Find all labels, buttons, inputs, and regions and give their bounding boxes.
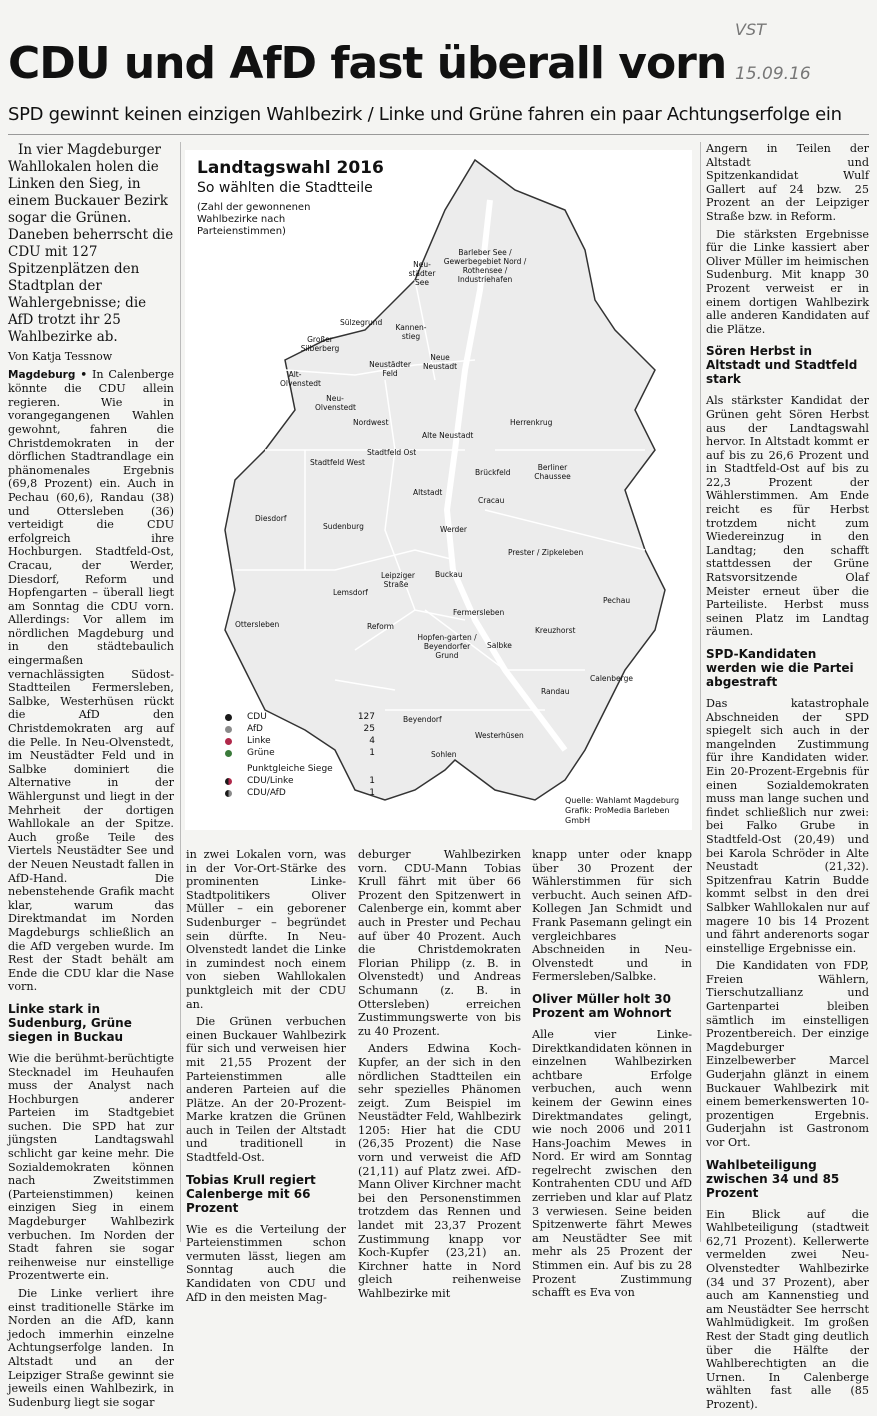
district-label-brueckfeld: Brückfeld — [475, 468, 511, 477]
district-label-kreuzhorst: Kreuzhorst — [535, 626, 576, 635]
headline: CDU und AfD fast überall vorn — [8, 38, 727, 89]
map-legend — [225, 712, 375, 800]
election-map — [185, 150, 692, 830]
col3-paragraph-2: Anders Edwina Koch-Kupfer, an der sich in den nördlichen Stadtteilen ein sehr spezielles Phänomen zeigt. Zum Beispiel im Neustädter Feld, Wahlbezirk 1205: Hier hat die CDU (26,35 Prozent) die Nase vorn und verweist die AfD (21,11) auf Platz zwei. AfD-Mann Oliver Kirchner macht bei den Personenstimmen trotzdem das Rennen und landet mit 23,37 Prozent Zustimmung knapp vor Koch-Kupfer (23,21) an. Kirchner hatte in Nord gleich reihenweise Wahlbezirke mit — [358, 1042, 521, 1300]
column-1 — [8, 142, 174, 1413]
district-label-alte-neustadt: Alte Neustadt — [422, 431, 474, 440]
district-label-neustaedter-see: Neu-städter See — [408, 260, 436, 287]
district-label-lemsdorf: Lemsdorf — [333, 588, 368, 597]
column-4 — [532, 848, 692, 1304]
handwritten-mark: VST — [735, 20, 766, 39]
header-rule — [8, 134, 869, 135]
dateline: Magdeburg • — [8, 368, 88, 381]
district-label-altstadt: Altstadt — [413, 488, 443, 497]
col2-paragraph-2: Die Grünen verbuchen einen Buckauer Wahlbezirk für sich und verweisen hier mit 21,55 Prozent der Parteienstimmen alle anderen Parteien auf die Plätze. An der 20-Prozent-Marke kratzen die Grünen auch in Teilen der Altstadt und traditionell in Stadtfeld-Ost. — [186, 1015, 346, 1165]
district-label-kannenstieg: Kannen-stieg — [395, 323, 427, 341]
col5-paragraph-2: Die stärksten Ergebnisse für die Linke kassiert aber Oliver Müller im heimischen Sudenburg. Mit knapp 30 Prozent verweist er in einem dortigen Wahlbezirk alle anderen Kandidaten auf die Plätze. — [706, 227, 869, 336]
district-label-beyendorf: Beyendorf — [403, 715, 442, 724]
legend-row-gruene: Grüne 1 — [225, 748, 375, 760]
district-label-neustaedter-feld: Neustädter Feld — [369, 360, 411, 378]
district-label-herrenkrug: Herrenkrug — [510, 418, 553, 427]
subheadline: SPD gewinnt keinen einzigen Wahlbezirk / Linke und Grüne fahren ein paar Achtungserfolge ein — [8, 104, 842, 125]
lead-paragraph: In vier Magdeburger Wahllokalen holen die Linken den Sieg, in einem Buckauer Bezirk sogar die Grünen. Daneben beherrscht die CDU mit 127 Spitzenplätzen den Stadtplan der Wahlergebnisse; die AfD trotzt ihr 25 Wahlbezirke ab. — [8, 142, 174, 345]
district-label-pechau: Pechau — [603, 596, 631, 605]
column-divider-right — [700, 142, 701, 1242]
district-label-nordwest: Nordwest — [353, 418, 389, 427]
col1-paragraph-2: Wie die berühmt-berüchtigte Stecknadel im Heuhaufen muss der Analyst nach Hochburgen anderer Parteien im Stadtgebiet suchen. Die SPD hat zur jüngsten Landtagswahl schlicht gar keine mehr. Die Sozialdemokraten können nach Zweitstimmen (Parteienstimmen) keinen einzigen Sieg in einem Magdeburger Wahlbezirk verbuchen. Im Norden der Stadt fahren sie sogar reihenweise nur einstellige Prozentwerte ein. — [8, 1051, 174, 1283]
col5-paragraph-3: Als stärkster Kandidat der Grünen geht Sören Herbst aus der Landtagswahl hervor. In Altstadt kommt er auf bis zu 26,6 Prozent und in Stadtfeld-Ost auf bis zu 22,3 Prozent der Wählerstimmen. Am Ende reicht es für Herbst trotzdem nicht zum Wiedereinzug in den Landtag; den schafft stattdessen der Grüne Ratsvorsitzende Olaf Meister erneut über die Parteiliste. Herbst muss seinen Platz im Landtag räumen. — [706, 394, 869, 639]
legend-row-afd: AfD 25 — [225, 724, 375, 736]
legend-tie-title: Punktgleiche Siege — [247, 764, 333, 774]
col1-paragraph-1: Magdeburg • In Calenberge könnte die CDU allein regieren. Wie in vorangegangenen Wahlen gewohnt, fahren die Christdemokraten in der dörflichen Stadtrandlage ein phänomenales Ergebnis (69,8 Prozent) ein. Auch in Pechau (60,6), Randau (38) und Ottersleben (36) verteidigt die CDU erfolgreich ihre Hochburgen. Stadtfeld-Ost, Cracau, der Werder, Diesdorf, Reform und Hopfengarten – überall liegt am Sonntag die CDU vorn. Allerdings: Vor allem im nördlichen Magdeburg und in den städtebaulich eingermaßen vernachlässigten Südost-Stadtteilen Fermersleben, Salbke, Westerhüsen rückt die AfD den Christdemokraten arg auf die Pelle. In Neu-Olvenstedt, im Neustädter Feld und in Salbke dominiert die Alternative in der Wählergunst und liegt in der Mehrheit der dortigen Wahllokale an der Spitze. Auch große Teile des Viertels Neustädter See und der Neuen Neustadt fallen in AfD-Hand. Die nebenstehende Grafik macht klar, warum das Direktmandat im Norden Magdeburgs schließlich an die AfD vergeben wurde. Im Rest der Stadt behält am Ende die CDU klar die Nase vorn. — [8, 367, 174, 994]
col1-paragraph-3: Die Linke verliert ihre einst traditionelle Stärke im Norden an die AfD, kann jedoch immerhin einzelne Achtungserfolge landen. In Altstadt und an der Leipziger Straße gewinnt sie jeweils einen Wahlbezirk, in Sudenburg liegt sie sogar — [8, 1287, 174, 1409]
legend-row-cdu-afd: CDU/AfD 1 — [225, 788, 375, 800]
district-label-stadtfeld-west: Stadtfeld West — [310, 458, 365, 467]
cdu-linke-dot-icon — [225, 778, 232, 785]
legend-row-cdu-linke: CDU/Linke 1 — [225, 776, 375, 788]
column-2 — [186, 848, 346, 1308]
col2-paragraph-1: in zwei Lokalen vorn, was in der Vor-Ort-Stärke des prominenten Linke-Stadtpolitikers Oliver Müller – ein geborener Sudenburger – begründet sein dürfte. In Neu-Olvenstedt landet die Linke in zumindest noch einem von sieben Wahllokalen punktgleich mit der CDU an. — [186, 848, 346, 1011]
map-note: (Zahl der gewonnenen Wahlbezirke nach Parteienstimmen) — [197, 202, 311, 237]
col4-subheading: Oliver Müller holt 30 Prozent am Wohnort — [532, 991, 672, 1020]
col5-subheading-2: SPD-Kandidaten werden wie die Partei abgestraft — [706, 647, 854, 689]
district-label-werder: Werder — [440, 525, 468, 534]
district-label-calenberge: Calenberge — [590, 674, 633, 683]
district-label-westerhuesen: Westerhüsen — [475, 731, 524, 740]
district-label-neu-olvenstedt: Neu-Olvenstedt — [315, 394, 356, 412]
district-label-sudenburg: Sudenburg — [323, 522, 364, 531]
district-label-stadtfeld-ost: Stadtfeld Ost — [367, 448, 417, 457]
cdu-dot-icon — [225, 714, 232, 721]
col5-paragraph-6: Ein Blick auf die Wahlbeteiligung (stadtweit 62,71 Prozent). Kellerwerte vermelden zwei Neu-Olvenstedter Wahlbezirke (34 und 37 Prozent), aber auch am Kannenstieg und am Neustädter See herrscht Wahlmüdigkeit. Im großen Rest der Stadt ging deutlich über die Hälfte der Wahlberechtigten an die Urnen. In Calenberge wählten fast alle (85 Prozent). — [706, 1207, 869, 1411]
district-label-buckau: Buckau — [435, 570, 463, 579]
map-subtitle: So wählten die Stadtteile — [197, 180, 373, 196]
district-label-leipziger-strasse: Leipziger Straße — [381, 571, 415, 589]
district-label-cracau: Cracau — [478, 496, 505, 505]
map-source: Quelle: Wahlamt Magdeburg Grafik: ProMedia Barleben GmbH — [565, 796, 680, 825]
byline: Von Katja Tessnow — [8, 350, 113, 363]
legend-row-linke: Linke 4 — [225, 736, 375, 748]
district-label-grosser-silberberg: Großer Silberberg — [300, 335, 340, 353]
col5-subheading-3: Wahlbeteiligung zwischen 34 und 85 Prozent — [706, 1157, 840, 1200]
afd-dot-icon — [225, 726, 232, 733]
column-5 — [706, 142, 869, 1416]
col5-subheading-1: Sören Herbst in Altstadt und Stadtfeld stark — [706, 344, 858, 387]
district-label-hopfengarten: Hopfen-garten / Beyendorfer Grund — [417, 633, 477, 660]
handwritten-date: 15.09.16 — [735, 64, 811, 84]
col5-paragraph-4: Das katastrophale Abschneiden der SPD spiegelt sich auch in der mangelnden Zustimmung für ihre Kandidaten wider. Ein 20-Prozent-Ergebnis für einen Sozialdemokraten muss man lange suchen und findet schließlich nur zwei: bei Falko Grube in Stadtfeld-Ost (20,49) und bei Karola Schröder in Alte Neustadt (21,32). Spitzenfrau Katrin Budde kommt selbst in den drei Salbker Wahllokalen nur auf magere 10 bis 14 Prozent und fährt anderenorts sogar einstellige Ergebnisse ein. — [706, 697, 869, 955]
district-label-sohlen: Sohlen — [431, 750, 457, 759]
col4-paragraph-1: knapp unter oder knapp über 30 Prozent der Wählerstimmen für sich verbucht. Auch seinen AfD-Kollegen Jan Schmidt und Frank Pasemann gelingt ein vergleichbares Abschneiden in Neu-Olvenstedt und in Fermersleben/Salbke. — [532, 848, 692, 984]
col2-paragraph-3: Wie es die Verteilung der Parteienstimmen schon vermuten lässt, liegen am Sonntag auch die Kandidaten von CDU und AfD in den meisten Mag- — [186, 1222, 346, 1304]
col5-paragraph-1: Angern in Teilen der Altstadt und Spitzenkandidat Wulf Gallert auf 24 bzw. 25 Prozent an der Leipziger Straße bzw. in Reform. — [706, 142, 869, 223]
district-label-diesdorf: Diesdorf — [255, 514, 287, 523]
col1-subheading: Linke stark in Sudenburg, Grüne siegen in Buckau — [8, 1001, 132, 1044]
district-label-suelzegrund: Sülzegrund — [340, 318, 383, 327]
district-label-ottersleben: Ottersleben — [235, 620, 280, 629]
linke-dot-icon — [225, 738, 232, 745]
gruene-dot-icon — [225, 750, 232, 757]
district-label-berliner-chaussee: Berliner Chaussee — [534, 463, 571, 481]
district-label-prester: Prester / Zipkeleben — [508, 548, 584, 557]
col2-subheading: Tobias Krull regiert Calenberge mit 66 Prozent — [186, 1172, 316, 1215]
district-label-neue-neustadt: Neue Neustadt — [422, 353, 458, 371]
district-label-barleber: Barleber See / Gewerbegebiet Nord / Rothensee / Industriehafen — [443, 248, 527, 284]
district-label-alt-olvenstedt: Alt-Olvenstedt — [280, 370, 321, 388]
district-label-reform: Reform — [367, 622, 394, 631]
district-label-randau: Randau — [541, 687, 570, 696]
column-3 — [358, 848, 521, 1305]
district-label-salbke: Salbke — [487, 641, 512, 650]
district-label-fermersleben: Fermersleben — [453, 608, 505, 617]
col3-paragraph-1: deburger Wahlbezirken vorn. CDU-Mann Tobias Krull fährt mit über 66 Prozent den Spitzenwert in Calenberge ein, kommt aber auch in Prester und Pechau auf über 40 Prozent. Auch die Christdemokraten Florian Philipp (z. B. in Olvenstedt) und Andreas Schumann (z. B. in Ottersleben) erreichen Zustimmungswerte von bis zu 40 Prozent. — [358, 848, 521, 1038]
col4-paragraph-2: Alle vier Linke-Direktkandidaten können in einzelnen Wahlbezirken achtbare Erfolge verbuchen, auch wenn keinem der Gewinn eines Direktmandates gelingt, wie noch 2006 und 2011 Hans-Joachim Mewes in Nord. Er wird am Sonntag regelrecht zwischen den Kontrahenten CDU und AfD zerrieben und klar auf Platz 3 verwiesen. Seine beiden Spitzenwerte fährt Mewes am Neustädter See mit mehr als 25 Prozent der Stimmen ein. Auf bis zu 28 Prozent Zustimmung schafft es Eva von — [532, 1027, 692, 1300]
map-title: Landtagswahl 2016 — [197, 158, 384, 178]
legend-row-cdu: CDU 127 — [225, 712, 375, 724]
column-divider — [180, 142, 181, 1242]
col5-paragraph-5: Die Kandidaten von FDP, Freien Wählern, Tierschutzallianz und Gartenpartei bleiben sämtlich im einstelligen Prozentbereich. Der einzige Magdeburger Einzelbewerber Marcel Guderjahn glänzt in einem Buckauer Wahlbezirk mit einem bemerkenswerten 10-prozentigen Ergebnis. Guderjahn ist Gastronom vor Ort. — [706, 959, 869, 1149]
cdu-afd-dot-icon — [225, 790, 232, 797]
